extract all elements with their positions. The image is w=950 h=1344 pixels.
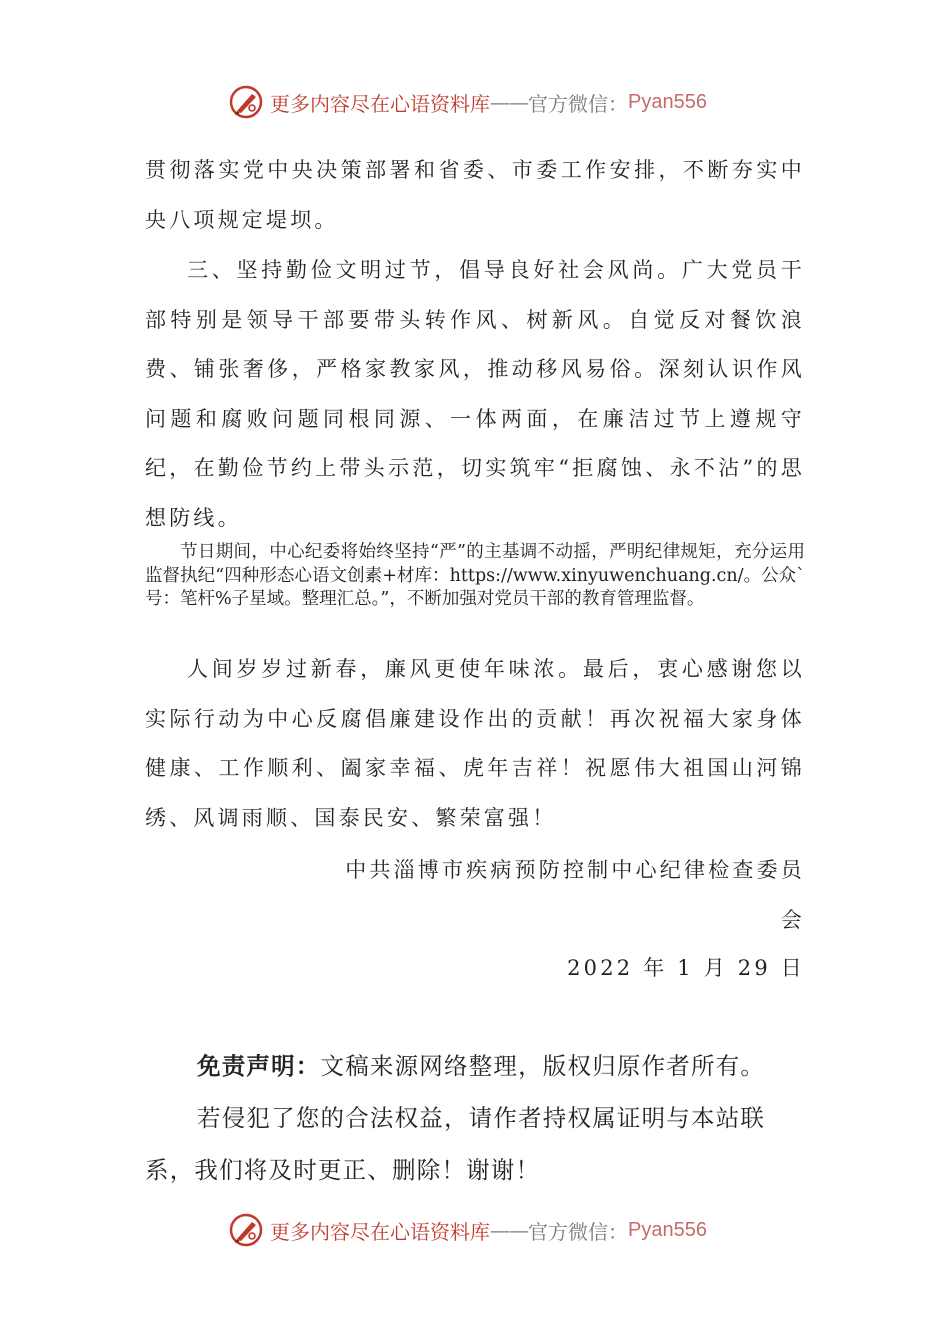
banner-account: Pyan556: [628, 1218, 707, 1241]
pen-logo-icon: [228, 1212, 264, 1248]
banner-separator: ——: [490, 1218, 528, 1242]
banner-suffix: 官方微信：: [528, 1219, 628, 1244]
pen-logo-icon: [228, 84, 264, 120]
disclaimer-text-1: 文稿来源网络整理，版权归原作者所有。: [320, 1052, 766, 1080]
paragraph-4: 人间岁岁过新春，廉风更使年味浓。最后，衷心感谢您以实际行动为中心反腐倡廉建设作出的贡献！再次祝福大家身体健康、工作顺利、阖家幸福、虎年吉祥！祝愿伟大祖国山河锦绣、风调雨顺、国泰民安、繁荣富强！: [145, 657, 805, 830]
signature-date: 2022 年 1 月 29 日: [567, 956, 805, 980]
banner-text: 更多内容尽在心语资料库: [270, 91, 490, 116]
banner-account: Pyan556: [628, 90, 707, 113]
paragraph-2: 三、坚持勤俭文明过节，倡导良好社会风尚。广大党员干部特别是领导干部要带头转作风、树新风。自觉反对餐饮浪费、铺张奢侈，严格家教家风，推动移风易俗。深刻认识作风问题和腐败问题同根同源、一体两面，在廉洁过节上遵规守纪，在勤俭节约上带头示范，切实筑牢“拒腐蚀、永不沾”的思想防线。: [145, 258, 805, 530]
header-banner: [228, 82, 707, 122]
paragraph-3: 节日期间，中心纪委将始终坚持“严”的主基调不动摇，严明纪律规矩，充分运用监督执纪“四种形态心语文创素+材库：https://www.xinyuwenchuang.cn/。公众`号：笔杆%子星域。整理汇总。”，不断加强对党员干部的教育管理监督。: [145, 542, 805, 609]
banner-suffix: 官方微信：: [528, 91, 628, 116]
banner-text: 更多内容尽在心语资料库: [270, 1219, 490, 1244]
disclaimer-line-1: [145, 1040, 810, 1092]
disclaimer-text-2: 若侵犯了您的合法权益，请作者持权属证明与本站联系，我们将及时更正、删除！谢谢！: [145, 1104, 766, 1184]
footer-banner: [228, 1210, 707, 1250]
banner-separator: ——: [490, 90, 528, 114]
paragraph-1: 贯彻落实党中央决策部署和省委、市委工作安排，不断夯实中央八项规定堤坝。: [145, 158, 805, 232]
signature-organization: 中共淄博市疾病预防控制中心纪律检查委员会: [345, 858, 805, 932]
disclaimer-label: 免责声明：: [197, 1052, 321, 1080]
